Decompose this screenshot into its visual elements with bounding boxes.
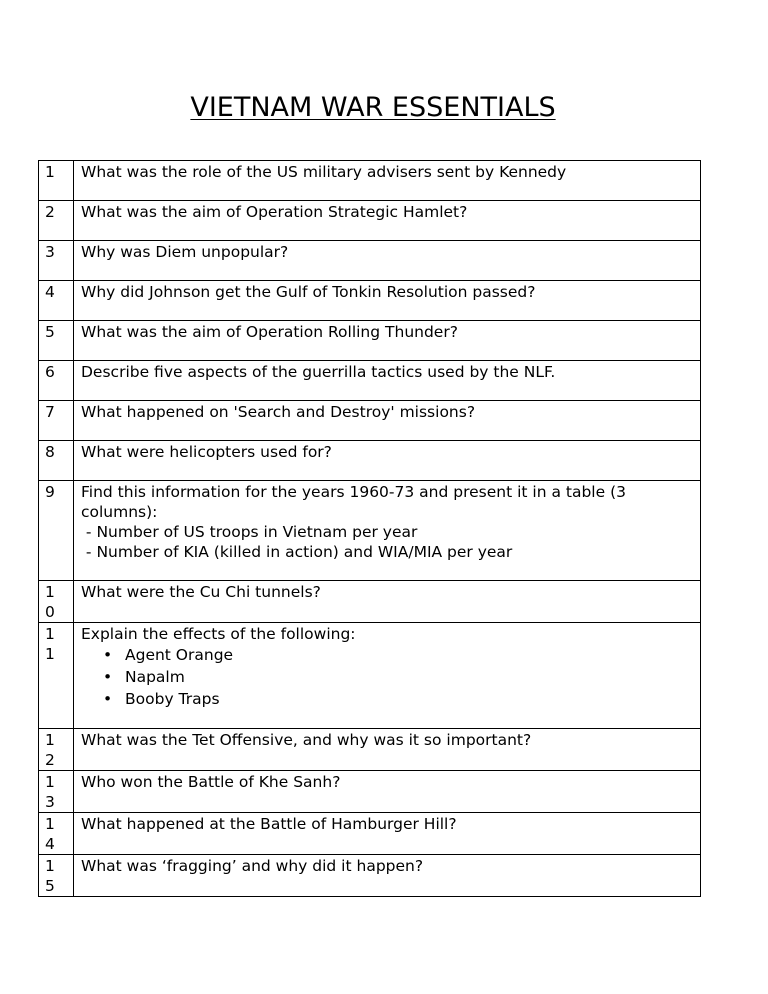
row-number: 13 — [39, 771, 74, 813]
page-title-text: VIETNAM WAR ESSENTIALS — [190, 92, 556, 123]
table-row — [39, 241, 701, 281]
table-row — [39, 623, 701, 729]
question-text: Find this information for the years 1960-73 and present it in a table (3 columns): — [81, 483, 626, 521]
question-cell — [74, 623, 701, 729]
sub-item: - Number of US troops in Vietnam per year — [81, 523, 418, 541]
row-number: 4 — [39, 281, 74, 321]
table-row — [39, 281, 701, 321]
question-text: Why did Johnson get the Gulf of Tonkin Resolution passed? — [74, 281, 701, 321]
table-row — [39, 813, 701, 855]
row-number: 7 — [39, 401, 74, 441]
bullet-item: • Booby Traps — [125, 688, 694, 710]
row-number: 5 — [39, 321, 74, 361]
question-text: What was ‘fragging’ and why did it happen? — [74, 855, 701, 897]
table-row — [39, 401, 701, 441]
question-text: Explain the effects of the following: — [81, 625, 356, 643]
row-number: 11 — [39, 623, 74, 729]
table-row — [39, 161, 701, 201]
row-number: 3 — [39, 241, 74, 281]
questions-table — [38, 160, 701, 897]
question-text: What was the Tet Offensive, and why was it so important? — [74, 729, 701, 771]
question-text: Describe five aspects of the guerrilla tactics used by the NLF. — [74, 361, 701, 401]
question-text: What was the aim of Operation Strategic Hamlet? — [74, 201, 701, 241]
table-row — [39, 481, 701, 581]
row-number: 15 — [39, 855, 74, 897]
table-row — [39, 771, 701, 813]
bullet-list — [81, 644, 694, 710]
question-cell — [74, 481, 701, 581]
row-number: 10 — [39, 581, 74, 623]
table-row — [39, 729, 701, 771]
row-number: 1 — [39, 161, 74, 201]
question-text: What happened at the Battle of Hamburger Hill? — [74, 813, 701, 855]
row-number: 12 — [39, 729, 74, 771]
question-text: Why was Diem unpopular? — [74, 241, 701, 281]
row-number: 6 — [39, 361, 74, 401]
table-row — [39, 201, 701, 241]
row-number: 9 — [39, 481, 74, 581]
question-text: What happened on 'Search and Destroy' missions? — [74, 401, 701, 441]
table-row — [39, 855, 701, 897]
table-row — [39, 361, 701, 401]
table-row — [39, 441, 701, 481]
bullet-item: • Agent Orange — [125, 644, 694, 666]
question-text: What were helicopters used for? — [74, 441, 701, 481]
bullet-item: • Napalm — [125, 666, 694, 688]
question-text: What was the role of the US military advisers sent by Kennedy — [74, 161, 701, 201]
table-row — [39, 581, 701, 623]
row-number: 14 — [39, 813, 74, 855]
row-number: 2 — [39, 201, 74, 241]
sub-item: - Number of KIA (killed in action) and WIA/MIA per year — [81, 543, 513, 561]
question-text: What were the Cu Chi tunnels? — [74, 581, 701, 623]
question-text: Who won the Battle of Khe Sanh? — [74, 771, 701, 813]
question-text: What was the aim of Operation Rolling Thunder? — [74, 321, 701, 361]
row-number: 8 — [39, 441, 74, 481]
page-title — [0, 88, 746, 128]
table-row — [39, 321, 701, 361]
